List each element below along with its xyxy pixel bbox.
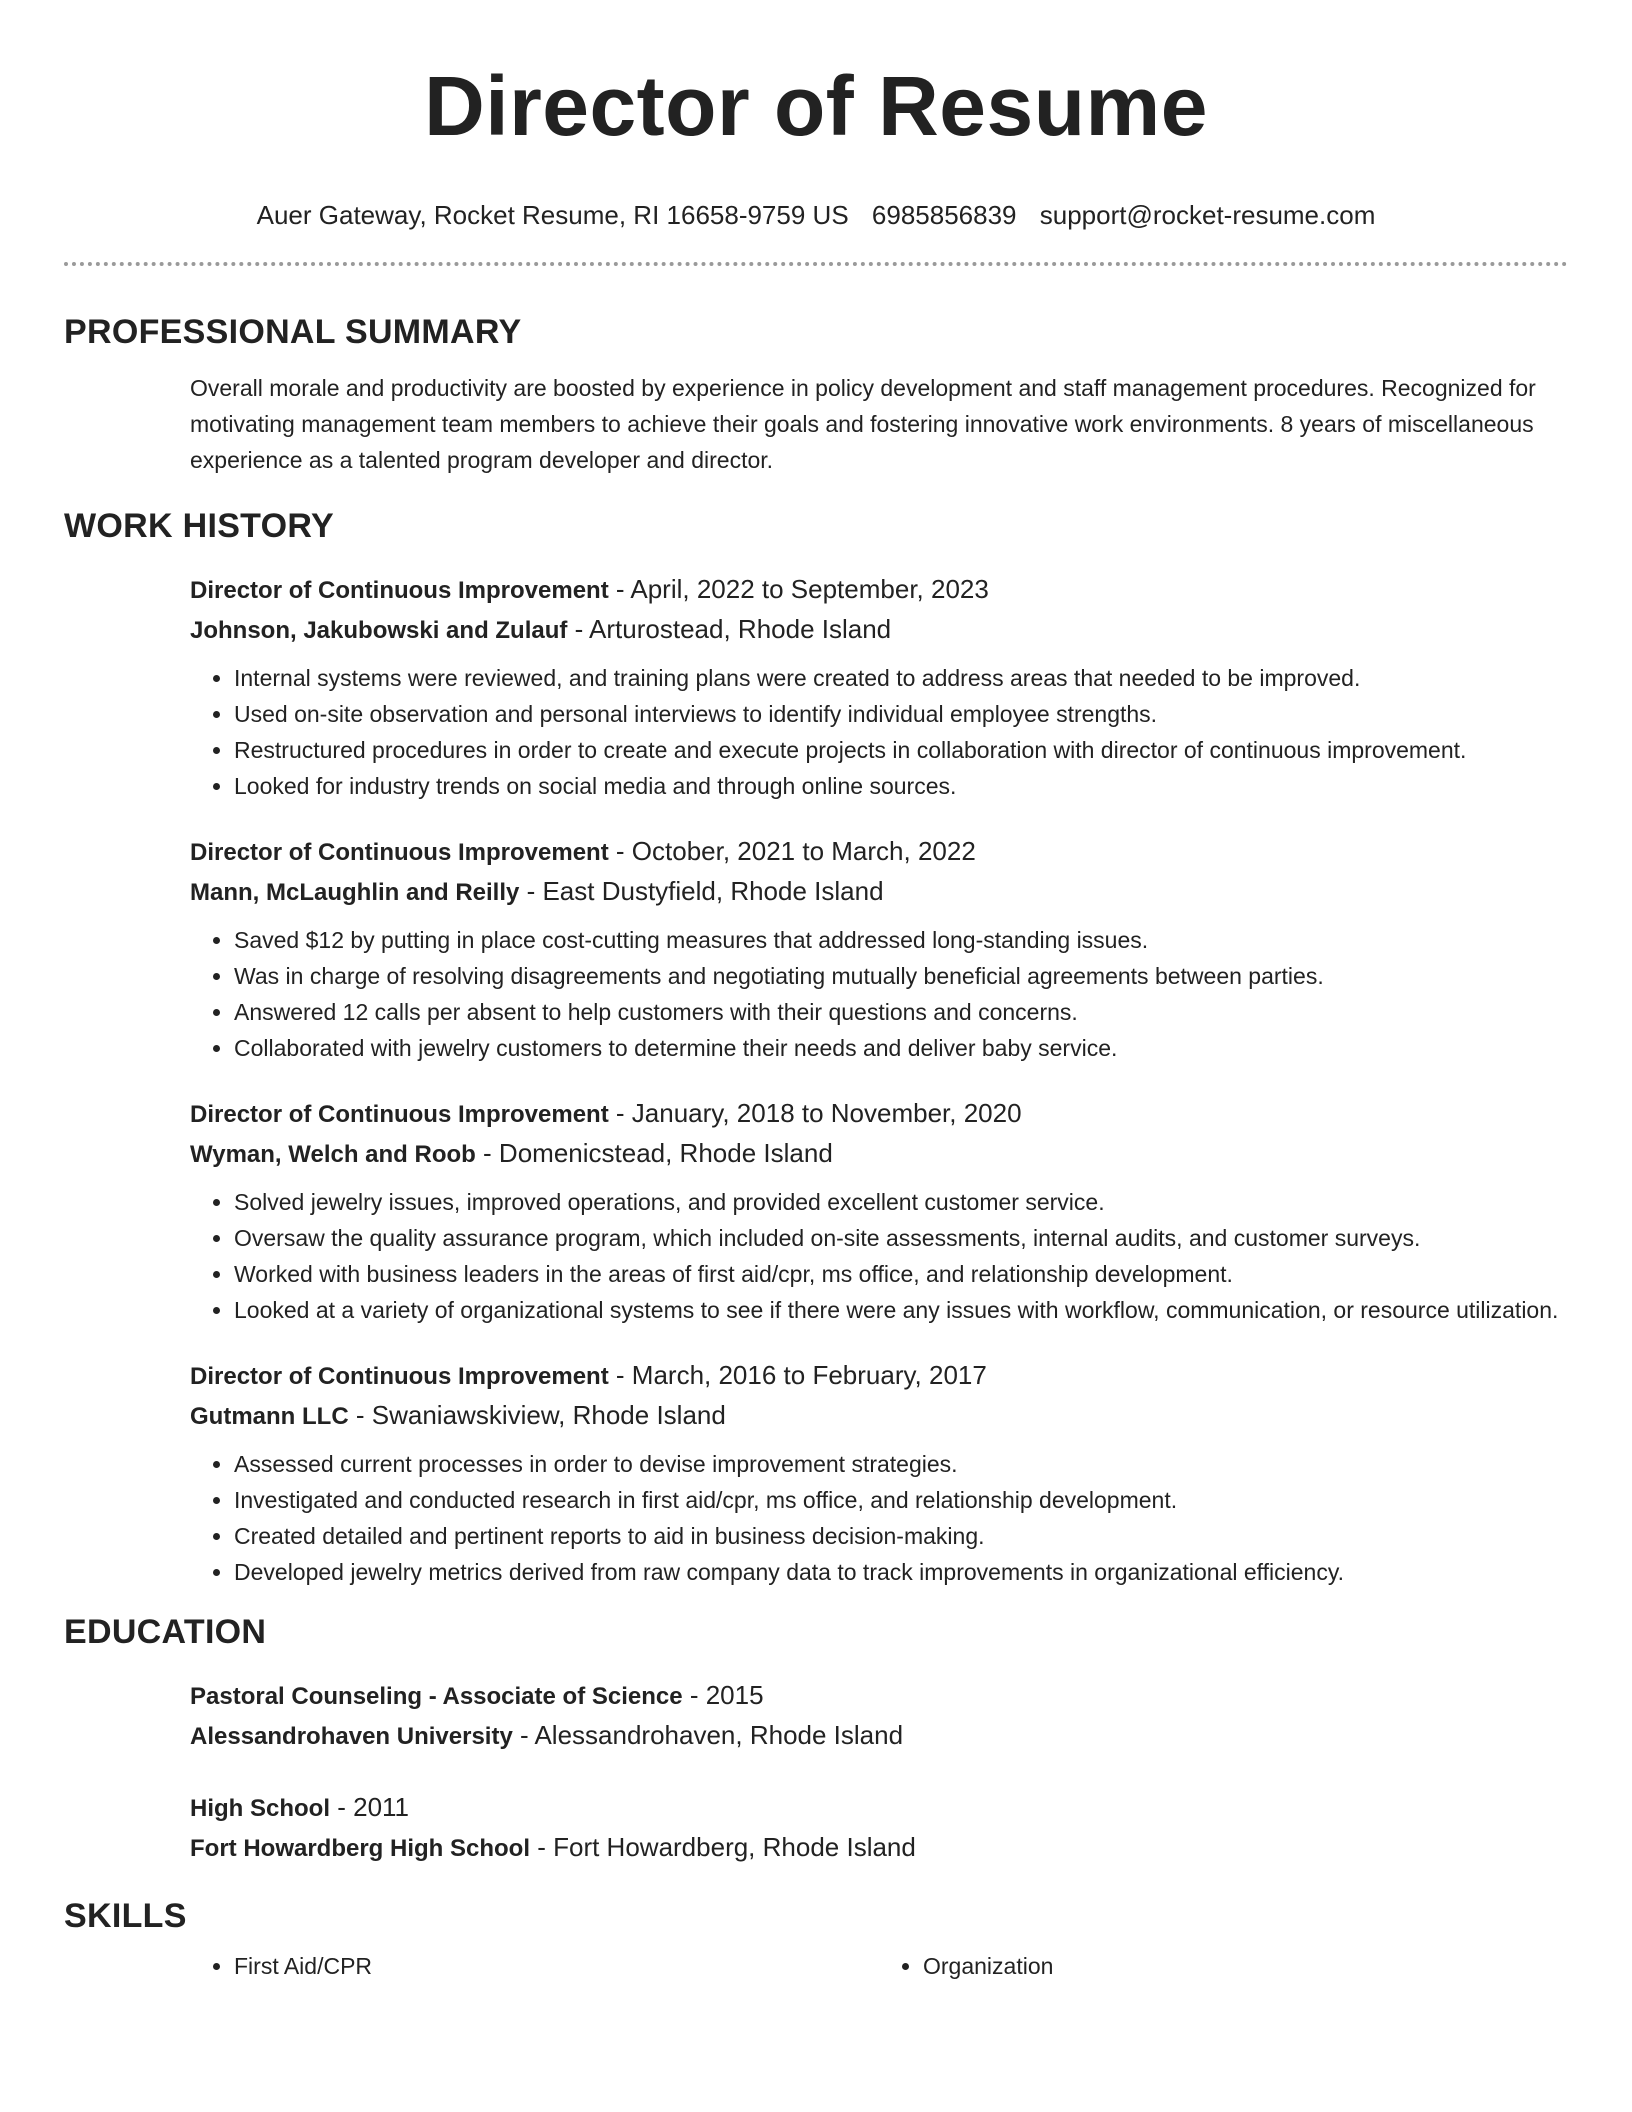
education-school: Alessandrohaven University: [190, 1723, 513, 1750]
job-entry: [190, 832, 1568, 1066]
job-bullet: • Answered 12 calls per absent to help customers with their questions and concerns.: [234, 994, 1568, 1030]
contact-phone: 6985856839: [871, 200, 1017, 230]
work-history-section: [64, 504, 1568, 1590]
job-bullet: • Saved $12 by putting in place cost-cutting measures that addressed long-standing issues.: [234, 922, 1568, 958]
contact-email: support@rocket-resume.com: [1039, 200, 1376, 230]
job-entry: [190, 1094, 1568, 1328]
job-bullet: • Looked at a variety of organizational systems to see if there were any issues with workflow, communication, or resource utilization.: [234, 1292, 1568, 1328]
job-bullet: • Created detailed and pertinent reports to aid in business decision-making.: [234, 1518, 1568, 1554]
education-year: - 2011: [330, 1792, 410, 1822]
job-bullet: • Internal systems were reviewed, and training plans were created to address areas that needed to be improved.: [234, 660, 1568, 696]
job-dates: - March, 2016 to February, 2017: [608, 1360, 987, 1390]
skills-list: [190, 1938, 1568, 1984]
job-title-line: [190, 570, 1568, 610]
job-company: Gutmann LLC: [190, 1403, 349, 1430]
education-degree-line: [190, 1788, 1568, 1828]
job-bullet: • Assessed current processes in order to devise improvement strategies.: [234, 1446, 1568, 1482]
job-dates: - April, 2022 to September, 2023: [608, 574, 989, 604]
education-degree-line: [190, 1676, 1568, 1716]
skills-section: [64, 1894, 1568, 1984]
job-bullets: [190, 660, 1568, 804]
job-role: Director of Continuous Improvement: [190, 577, 609, 604]
job-title-line: [190, 1094, 1568, 1134]
education-location: - Alessandrohaven, Rhode Island: [512, 1720, 904, 1750]
education-entry: [190, 1676, 1568, 1756]
contact-address: Auer Gateway, Rocket Resume, RI 16658-9759 US: [256, 200, 849, 230]
job-bullet: • Oversaw the quality assurance program, which included on-site assessments, internal audits, and customer surveys.: [234, 1220, 1568, 1256]
job-company-line: [190, 610, 1568, 650]
education-entry: [190, 1788, 1568, 1868]
job-bullets: [190, 1446, 1568, 1590]
skill-item: • Organization: [923, 1948, 1568, 1984]
education-year: - 2015: [682, 1680, 764, 1710]
section-title-summary: PROFESSIONAL SUMMARY: [64, 313, 522, 351]
skill-item: • First Aid/CPR: [234, 1948, 879, 1984]
summary-text: Overall morale and productivity are boosted by experience in policy development and staff management procedures. Recognized for motivating management team members to achieve their goals and fostering innovative work environments. 8 years of miscellaneous experience as a talented program developer and director.: [190, 375, 1536, 473]
job-bullet: • Was in charge of resolving disagreements and negotiating mutually beneficial agreements between parties.: [234, 958, 1568, 994]
job-dates: - October, 2021 to March, 2022: [608, 836, 976, 866]
job-company-line: [190, 872, 1568, 912]
job-location: - Domenicstead, Rhode Island: [475, 1138, 833, 1168]
job-location: - Arturostead, Rhode Island: [567, 614, 892, 644]
job-entry: [190, 1356, 1568, 1590]
section-title-skills: SKILLS: [64, 1897, 187, 1935]
job-company: Johnson, Jakubowski and Zulauf: [190, 617, 568, 644]
job-bullets: [190, 1184, 1568, 1328]
skills-column: [190, 1948, 879, 1984]
summary-section: [64, 310, 1568, 478]
job-bullet: • Looked for industry trends on social media and through online sources.: [234, 768, 1568, 804]
job-location: - Swaniawskiview, Rhode Island: [348, 1400, 726, 1430]
education-location: - Fort Howardberg, Rhode Island: [530, 1832, 916, 1862]
job-role: Director of Continuous Improvement: [190, 1101, 609, 1128]
section-title-work-history: WORK HISTORY: [64, 507, 334, 545]
job-bullet: • Investigated and conducted research in first aid/cpr, ms office, and relationship development.: [234, 1482, 1568, 1518]
job-company: Wyman, Welch and Roob: [190, 1141, 476, 1168]
education-school: Fort Howardberg High School: [190, 1835, 530, 1862]
contact-line: [0, 198, 1632, 232]
job-company: Mann, McLaughlin and Reilly: [190, 879, 520, 906]
job-bullet: • Worked with business leaders in the areas of first aid/cpr, ms office, and relationship development.: [234, 1256, 1568, 1292]
education-degree: Pastoral Counseling - Associate of Science: [190, 1683, 683, 1710]
education-school-line: [190, 1828, 1568, 1868]
job-title-line: [190, 1356, 1568, 1396]
job-role: Director of Continuous Improvement: [190, 1363, 609, 1390]
education-school-line: [190, 1716, 1568, 1756]
job-bullet: • Collaborated with jewelry customers to determine their needs and deliver baby service.: [234, 1030, 1568, 1066]
header-divider: [64, 262, 1568, 266]
job-entry: [190, 570, 1568, 804]
job-bullet: • Developed jewelry metrics derived from raw company data to track improvements in organizational efficiency.: [234, 1554, 1568, 1590]
job-dates: - January, 2018 to November, 2020: [608, 1098, 1022, 1128]
job-role: Director of Continuous Improvement: [190, 839, 609, 866]
job-bullet: • Solved jewelry issues, improved operations, and provided excellent customer service.: [234, 1184, 1568, 1220]
resume-name: Director of Resume: [424, 59, 1208, 153]
job-company-line: [190, 1134, 1568, 1174]
job-location: - East Dustyfield, Rhode Island: [519, 876, 884, 906]
job-bullets: [190, 922, 1568, 1066]
education-degree: High School: [190, 1795, 330, 1822]
job-bullet: • Used on-site observation and personal interviews to identify individual employee strengths.: [234, 696, 1568, 732]
skills-column: [879, 1948, 1568, 1984]
section-title-education: EDUCATION: [64, 1613, 267, 1651]
job-company-line: [190, 1396, 1568, 1436]
job-title-line: [190, 832, 1568, 872]
job-bullet: • Restructured procedures in order to create and execute projects in collaboration with director of continuous improvement.: [234, 732, 1568, 768]
education-section: [64, 1610, 1568, 1868]
